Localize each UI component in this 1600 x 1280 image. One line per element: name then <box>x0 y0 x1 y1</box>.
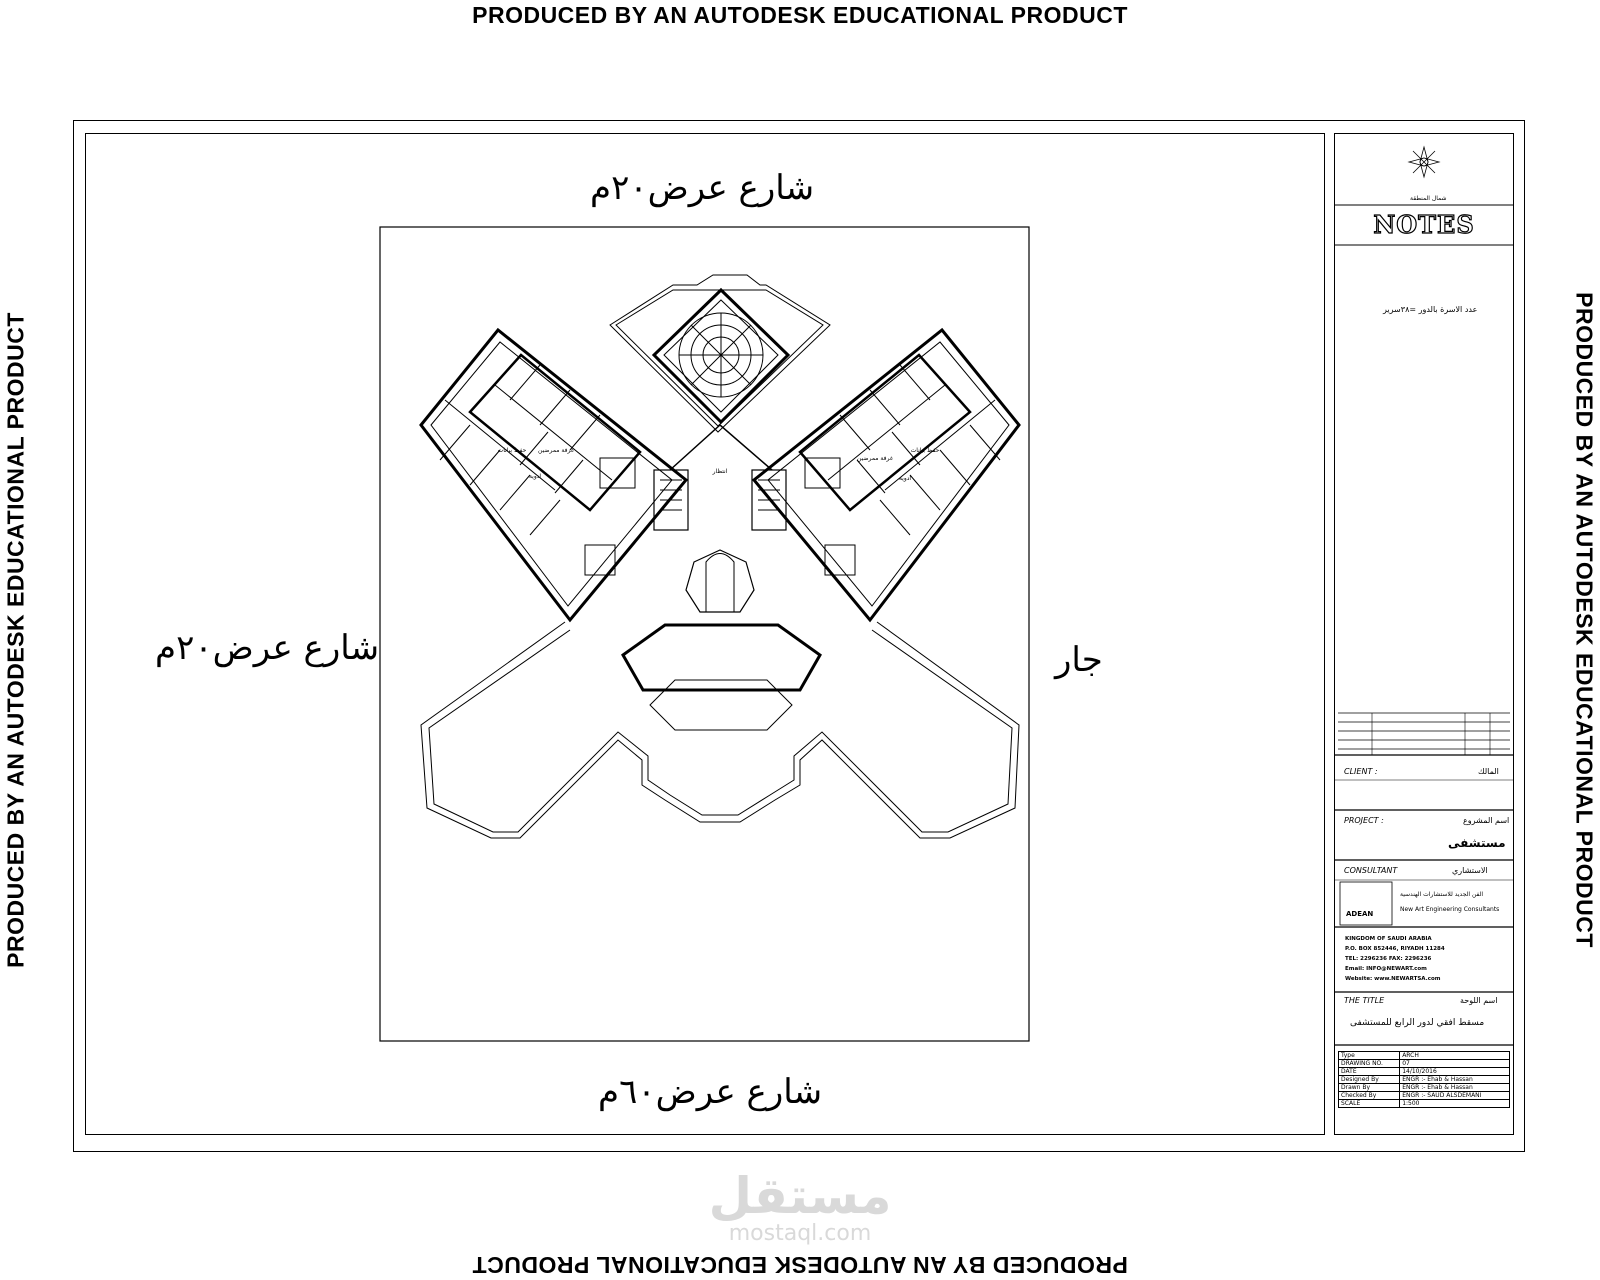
info-label: DATE <box>1339 1068 1400 1076</box>
table-row <box>1339 1060 1510 1068</box>
table-row <box>1339 1100 1510 1108</box>
address-line: KINGDOM OF SAUDI ARABIA <box>1345 936 1432 942</box>
west-street-label: شارع عرض٢٠م <box>155 628 380 668</box>
north-label: شمال المنطقة <box>1410 195 1447 202</box>
consultant-label-ar: الاستشاري <box>1452 866 1488 875</box>
project-label: PROJECT : <box>1344 816 1384 825</box>
title-label-ar: اسم اللوحة <box>1460 996 1498 1005</box>
client-label-ar: المالك <box>1478 767 1499 776</box>
left-wing <box>421 330 686 620</box>
pharmacy-right-label: ادوية <box>898 475 912 482</box>
title-label: THE TITLE <box>1344 996 1385 1005</box>
notes-bed-count: عدد الاسرة بالدور =٣٨سرير <box>1383 305 1478 314</box>
drawing-info-table <box>1338 1051 1510 1108</box>
address-line: P.O. BOX 852446, RIYADH 11284 <box>1345 946 1445 952</box>
north-courtyard <box>610 275 830 432</box>
info-value: ENGR :- Ehab & Hassan <box>1400 1084 1510 1092</box>
consultant-label: CONSULTANT <box>1344 866 1398 875</box>
data-room-right-label: حفظ بيانات <box>910 447 940 454</box>
company-logo: ADEAN <box>1346 910 1374 918</box>
nurse-room-right-label: غرفة ممرضين <box>857 455 893 462</box>
north-compass-icon <box>1409 147 1439 177</box>
east-neighbor-label: جار <box>1055 640 1103 680</box>
south-street-label: شارع عرض٦٠م <box>598 1072 823 1112</box>
site-watermark <box>700 1167 900 1246</box>
company-name-en: New Art Engineering Consultants <box>1400 906 1500 913</box>
address-line: Website: www.NEWARTSA.com <box>1345 976 1441 982</box>
info-label: Checked By <box>1339 1092 1400 1100</box>
info-label: Type <box>1339 1052 1400 1060</box>
info-value: ARCH <box>1400 1052 1510 1060</box>
lobby-label: انتظار <box>712 468 728 475</box>
educational-stamp-right: PRODUCED BY AN AUTODESK EDUCATIONAL PRODUCT <box>1571 292 1598 948</box>
right-wing <box>754 330 1019 620</box>
project-name: مستشفى <box>1448 836 1506 850</box>
table-row <box>1339 1092 1510 1100</box>
educational-stamp-left: PRODUCED BY AN AUTODESK EDUCATIONAL PRODUCT <box>2 312 29 968</box>
watermark-arabic: مستقل <box>708 1167 892 1225</box>
info-value: ENGR :- SAUD ALSDEMANI <box>1400 1092 1510 1100</box>
drawing-title: مسقط افقي لدور الرابع للمستشفى <box>1350 1018 1485 1028</box>
info-value: 07 <box>1400 1060 1510 1068</box>
address-line: Email: INFO@NEWART.com <box>1345 966 1427 972</box>
watermark-latin: mostaql.com <box>728 1221 872 1246</box>
info-label: Drawn By <box>1339 1084 1400 1092</box>
info-value: ENGR :- Ehab & Hassan <box>1400 1076 1510 1084</box>
address-line: TEL: 2296236 FAX: 2296236 <box>1345 956 1432 962</box>
table-row <box>1339 1084 1510 1092</box>
project-label-ar: اسم المشروع <box>1463 816 1510 825</box>
info-value: 14/10/2016 <box>1400 1068 1510 1076</box>
company-name-ar: الفن الجديد للاستشارات الهندسية <box>1400 891 1484 898</box>
table-row <box>1339 1076 1510 1084</box>
north-street-label: شارع عرض٢٠م <box>590 168 815 208</box>
title-block-grid <box>1335 205 1513 1045</box>
notes-heading: NOTES <box>1373 210 1475 239</box>
info-label: Designed By <box>1339 1076 1400 1084</box>
pharmacy-left-label: ادوية <box>528 473 542 480</box>
info-label: SCALE <box>1339 1100 1400 1108</box>
nurse-room-left-label: غرفة ممرضين <box>538 447 574 454</box>
table-row <box>1339 1052 1510 1060</box>
table-row <box>1339 1068 1510 1076</box>
educational-stamp-top: PRODUCED BY AN AUTODESK EDUCATIONAL PRODUCT <box>472 2 1128 28</box>
info-label: DRAWING NO. <box>1339 1060 1400 1068</box>
data-room-left-label: حفظ بيانات <box>497 447 527 454</box>
educational-stamp-bottom: PRODUCED BY AN AUTODESK EDUCATIONAL PRODUCT <box>472 1252 1128 1278</box>
info-value: 1:500 <box>1400 1100 1510 1108</box>
client-label: CLIENT : <box>1344 767 1378 776</box>
